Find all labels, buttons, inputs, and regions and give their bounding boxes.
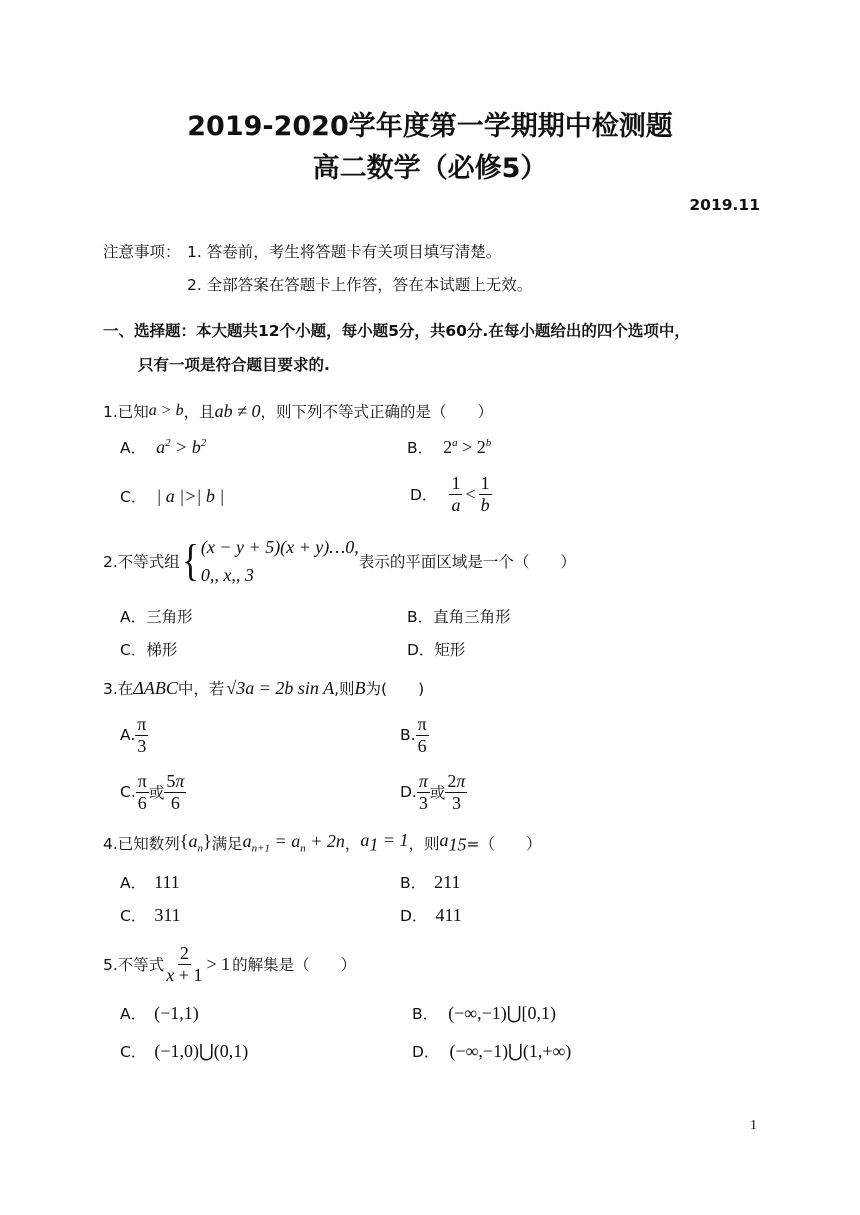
q1-option-a: [120, 436, 206, 458]
or-text: 或: [148, 784, 165, 803]
q4-option-a: A． 111: [120, 871, 180, 892]
q2-option-a: A．三角形: [120, 608, 193, 626]
q1-cond1: a > b: [148, 402, 184, 419]
option-value: 311: [154, 904, 181, 925]
left-brace-icon: {: [181, 536, 199, 585]
q5-pre: 5.不等式: [103, 956, 165, 974]
option-value: (−∞,−1)⋃(1,+∞): [449, 1040, 572, 1061]
q2-option-d: D．矩形: [407, 641, 466, 659]
question-4: [103, 829, 542, 857]
option-label: A．: [120, 439, 147, 457]
q5-option-a: A． (−1,1): [120, 1002, 199, 1023]
fraction-pi-over-3: $\frac{\pi}{3}$: [137, 714, 147, 756]
q4-end: =（ ）: [466, 835, 542, 853]
option-label: D.: [400, 783, 417, 802]
q4-sequence: $\{a_n\}$: [179, 831, 212, 855]
page-subtitle: 高二数学（必修5）: [312, 153, 548, 184]
q1-option-b: [407, 436, 491, 458]
q2-option-c: C．梯形: [120, 641, 178, 659]
notes-label: 注意事项：: [103, 243, 181, 261]
option-value: 111: [154, 871, 180, 892]
q3-option-a: [120, 715, 148, 756]
or-text: 或: [429, 784, 446, 803]
q3-pre: 3.在: [103, 680, 134, 698]
q4-pre: 4.已知数列: [103, 835, 180, 853]
q4-post: ，则: [408, 835, 440, 853]
fraction-pi-over-6: $\frac{\pi}{6}$: [417, 714, 427, 756]
option-value: (−1,0)⋃(0,1): [154, 1040, 249, 1061]
q1-option-a-math: $a^2 > b^2$: [156, 436, 207, 457]
option-label: A.: [120, 726, 136, 745]
q4-mid: 满足: [211, 835, 243, 853]
question-2: [103, 533, 576, 589]
q3-post-2: 为( ): [365, 680, 425, 698]
fraction-pi-over-6: $\frac{\pi}{6}$: [137, 771, 147, 813]
option-label: C.: [120, 783, 136, 802]
q3-post-1: ,则: [334, 680, 355, 698]
question-1: [103, 397, 493, 425]
q3-option-c: [120, 772, 186, 813]
option-label: D．: [410, 486, 438, 505]
fraction-2pi-over-3: $\frac{2\pi}{3}$: [447, 771, 466, 813]
section-heading-cont: 只有一项是符合题目要求的.: [138, 356, 330, 374]
q3-var: B: [354, 677, 366, 698]
option-value: 411: [435, 904, 462, 925]
q1-option-c-math: | a |>| b |: [156, 485, 225, 506]
question-5: 5.不等式 $\frac{2}{x + 1}$ > 1 的解集是（ ）: [103, 942, 357, 985]
q4-sep: ，: [344, 835, 361, 853]
option-value: (−∞,−1)⋃[0,1): [448, 1002, 557, 1023]
q1-option-c: [120, 485, 224, 507]
page-title: 2019-2020学年度第一学期期中检测题: [187, 111, 673, 142]
note-item-1: 1. 答卷前，考生将答题卡有关项目填写清楚。: [187, 243, 502, 261]
option-value: (−1,1): [154, 1002, 199, 1023]
q1-post: ，则下列不等式正确的是（ ）: [260, 403, 494, 421]
q5-option-b: B． (−∞,−1)⋃[0,1): [412, 1002, 557, 1023]
q5-option-d: D． (−∞,−1)⋃(1,+∞): [412, 1040, 572, 1061]
fraction-1-over-a: $\frac{1}{a}$: [451, 473, 461, 515]
exam-date: 2019.11: [689, 196, 760, 214]
q3-mid: 中，若: [177, 680, 225, 698]
fraction-5pi-over-6: $\frac{5\pi}{6}$: [166, 771, 185, 813]
q2-system-line-1: (x − y + 5)(x + y)…0,: [200, 537, 359, 557]
question-3: [103, 674, 424, 702]
q2-system: [201, 533, 359, 589]
q2-option-b: B．直角三角形: [407, 608, 511, 626]
q3-option-d: [400, 772, 467, 813]
note-item-2: 2. 全部答案在答题卡上作答，答在本试题上无效。: [187, 276, 533, 294]
option-label: B．: [407, 439, 434, 457]
option-value: 211: [434, 871, 461, 892]
q1-mid: ，且: [183, 403, 215, 421]
page-number: 1: [750, 1118, 757, 1133]
q5-post: 的解集是（ ）: [232, 956, 357, 974]
fraction-1-over-b: $\frac{1}{b}$: [480, 473, 490, 515]
q4-initial: $a_1 = 1$: [360, 830, 409, 855]
q1-pre: 1.已知: [103, 403, 149, 421]
q4-recurrence: $a_{n+1} = a_n + 2n$: [242, 831, 345, 855]
q4-option-d: D． 411: [400, 904, 462, 925]
q4-target: $a_{15}$: [439, 830, 467, 855]
q2-post: 表示的平面区域是一个（ ）: [358, 553, 576, 571]
section-heading: 一、选择题：本大题共12个小题，每小题5分，共60分.在每小题给出的四个选项中，: [103, 322, 690, 340]
fraction-pi-over-3: $\frac{\pi}{3}$: [418, 771, 428, 813]
q3-triangle: ΔABC: [133, 677, 178, 698]
q3-equation: √3a = 2b sin A: [226, 677, 335, 698]
option-label: B.: [400, 726, 416, 745]
fraction-2-over-x-plus-1: $\frac{2}{x + 1}$: [166, 942, 203, 985]
q3-option-b: [400, 715, 429, 756]
q2-pre: 2.不等式组: [103, 553, 180, 571]
q1-cond2: ab ≠ 0: [214, 400, 261, 421]
q5-option-c: C． (−1,0)⋃(0,1): [120, 1040, 249, 1061]
q1-option-d: D． $\frac{1}{a}$ < $\frac{1}{b}$: [410, 473, 490, 515]
q4-option-c: C． 311: [120, 904, 181, 925]
q1-option-b-math: $2^a > 2^b$: [443, 436, 492, 457]
option-label: C．: [120, 488, 147, 506]
q4-option-b: B． 211: [400, 871, 461, 892]
q2-system-line-2: 0,, x,, 3: [200, 565, 254, 585]
